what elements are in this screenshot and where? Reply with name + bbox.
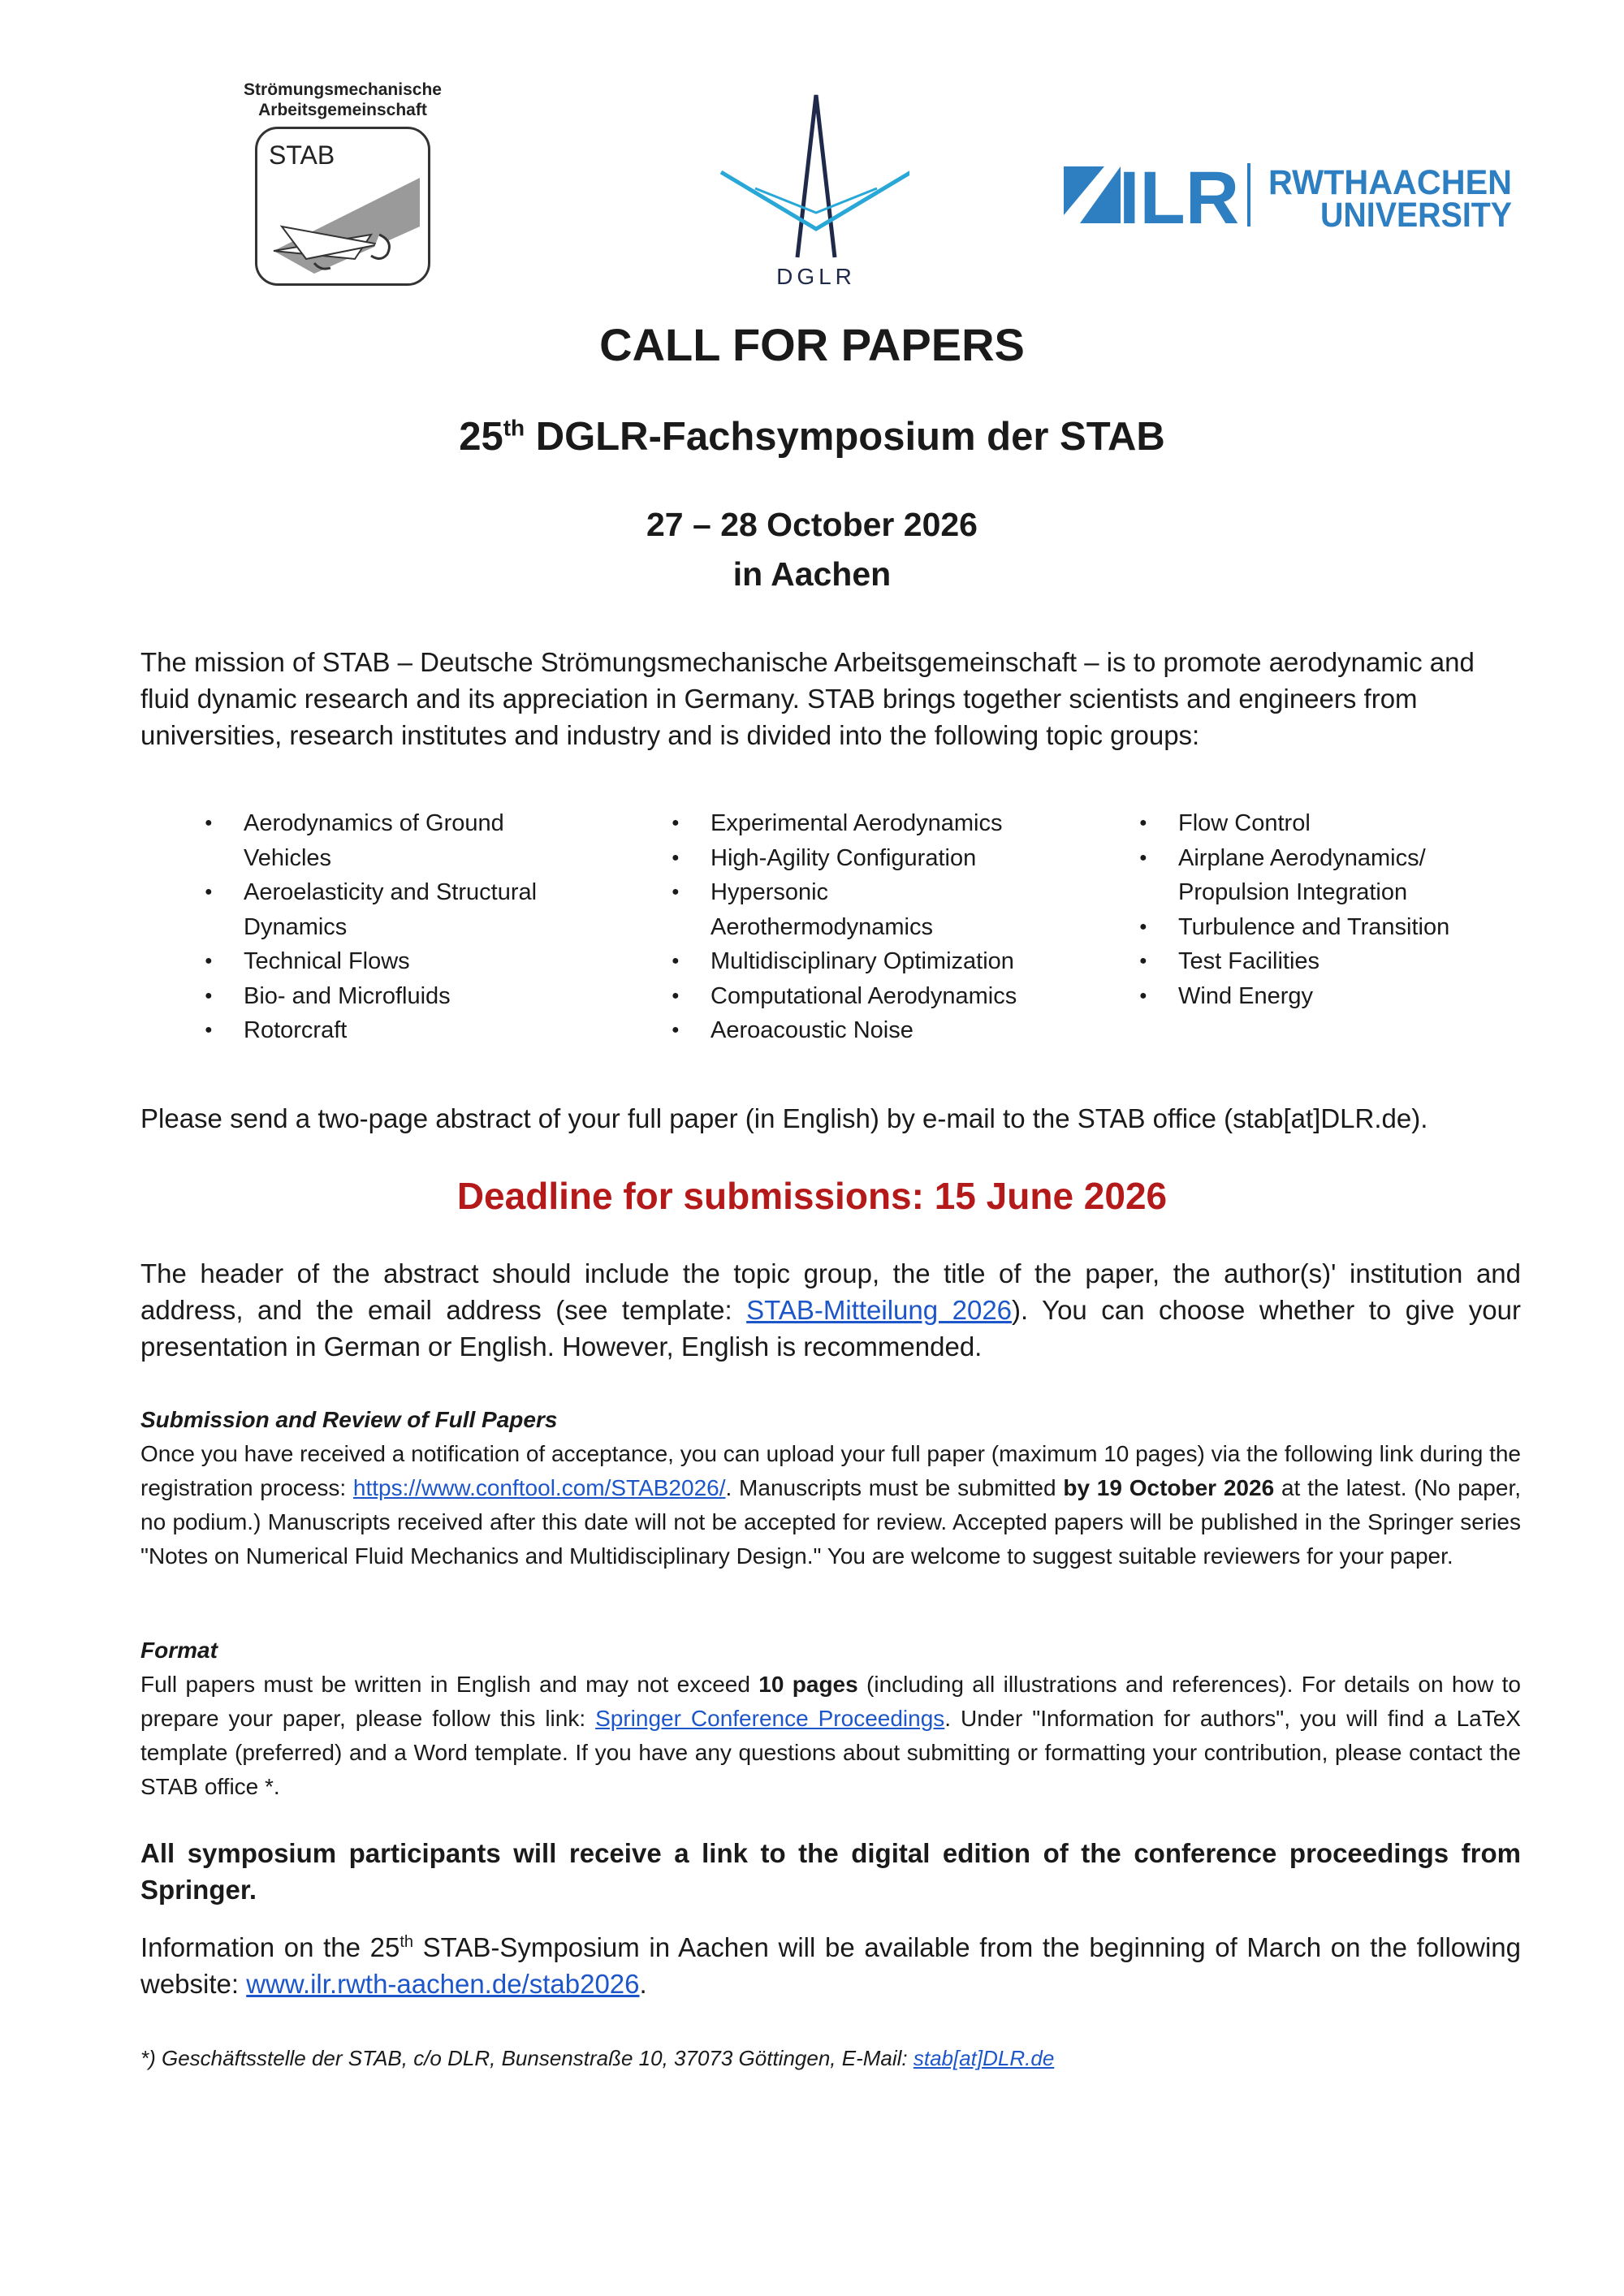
format-text-2: (including all illustrations and references). For details on how to prepare your paper, please follow this link: <box>140 1672 1521 1731</box>
topic-item: ● Rotorcraft <box>244 1013 585 1048</box>
topic-item: ● Multidisciplinary Optimization <box>710 944 1133 979</box>
topic-item: ● Flow Control <box>1178 806 1560 841</box>
rwth-logo-line1: RWTHAACHEN <box>1268 163 1512 202</box>
topic-item: ● Wind Energy <box>1178 979 1560 1014</box>
dglr-logo <box>715 91 909 286</box>
format-page-limit: 10 pages <box>758 1672 858 1697</box>
stab-caption <box>229 80 456 120</box>
page-title: CALL FOR PAPERS <box>599 319 1025 370</box>
submission-text-3: at the latest. (No paper, no podium.) Manuscripts received after this date will not be accepted for review. Accepted papers will be published in the Springer series "Notes on Numerical Fluid Mechanics and Multidisciplinary Design." You are welcome to suggest suitable reviewers for your paper. <box>140 1475 1522 1569</box>
stab-emblem-label: STAB <box>269 140 335 170</box>
topics-column-2 <box>710 806 1133 1048</box>
submission-deadline: by 19 October 2026 <box>1063 1475 1275 1500</box>
header-info-before: The header of the abstract should include the topic group, the title of the paper, the author(s)' institution and address, and the email address (see template: <box>140 1258 1521 1325</box>
stab-caption-line1: Strömungsmechanische <box>244 80 442 99</box>
conftool-link[interactable]: https://www.conftool.com/STAB2026/ <box>352 1475 726 1500</box>
topic-item: ● Aerodynamics of Ground Vehicles <box>244 806 585 875</box>
intro-paragraph: The mission of STAB – Deutsche Strömungsmechanische Arbeitsgemeinschaft – is to promote aerodynamic and fluid dynamic research and its appreciation in Germany. STAB brings together scientists and engineers from universities, research institutes and industry and is divided into the following topic groups: <box>140 647 1475 750</box>
footnote-email-link[interactable]: stab[at]DLR.de <box>913 2046 1055 2070</box>
topic-item: ● Airplane Aerodynamics/ Propulsion Integration <box>1178 841 1471 910</box>
topic-item: ● Test Facilities <box>1178 944 1560 979</box>
topic-item: ● High-Agility Configuration <box>710 841 1133 876</box>
ilr-logo-text: ILR <box>1119 158 1240 231</box>
ilr-rwth-logo <box>1064 158 1518 231</box>
topic-item: ● Turbulence and Transition <box>1178 910 1560 945</box>
topics-column-3 <box>1178 806 1560 1013</box>
format-text-3: . Under "Information for authors", you will find a LaTeX template (preferred) and a Word template. If you have any questions about submitting or formatting your contribution, please contact the STAB office *. <box>140 1706 1521 1799</box>
info-middle: STAB-Symposium in Aachen will be available from the beginning of March on the following website: <box>140 1932 1522 1999</box>
info-after: . <box>639 1969 647 1999</box>
symposium-subtitle <box>0 414 1624 460</box>
submission-section <box>140 1403 1521 1573</box>
topic-item: ● Technical Flows <box>244 944 585 979</box>
stab-emblem <box>255 127 430 286</box>
symposium-website-link[interactable]: www.ilr.rwth-aachen.de/stab2026 <box>246 1969 640 1999</box>
format-section <box>140 1634 1521 1804</box>
topic-item: ● Aeroelasticity and Structural Dynamics <box>244 875 585 944</box>
topic-item: ● Bio- and Microfluids <box>244 979 585 1014</box>
topic-item: ● Computational Aerodynamics <box>710 979 1133 1014</box>
format-paragraph <box>140 1668 1521 1804</box>
submission-paragraph <box>140 1437 1521 1573</box>
topics-column-1 <box>244 806 585 1048</box>
footnote <box>140 2046 1521 2071</box>
abstract-header-paragraph <box>140 1255 1521 1365</box>
rwth-logo-line2: UNIVERSITY <box>1320 196 1512 231</box>
subtitle-number: 25 <box>459 415 503 459</box>
subtitle-text: DGLR-Fachsymposium der STAB <box>525 415 1165 459</box>
ilr-rwth-logo-graphic <box>1064 158 1518 231</box>
subtitle-ordinal: th <box>503 415 525 441</box>
website-info-paragraph <box>140 1924 1521 2002</box>
header-info-after: ). You can choose whether to give your presentation in German or English. However, English is recommended. <box>140 1295 1522 1362</box>
event-date: 27 – 28 October 2026 <box>646 506 978 543</box>
stab-logo <box>229 80 456 286</box>
deadline-banner: Deadline for submissions: 15 June 2026 <box>456 1175 1168 1217</box>
topic-item: ● Experimental Aerodynamics <box>710 806 1133 841</box>
submission-text-2: . Manuscripts must be submitted <box>725 1475 1064 1500</box>
footnote-text: *) Geschäftsstelle der STAB, c/o DLR, Bunsenstraße 10, 37073 Göttingen, E-Mail: <box>140 2046 914 2070</box>
info-before: Information on the 25 <box>140 1932 400 1962</box>
topic-item: ● Hypersonic Aerothermodynamics <box>710 875 978 944</box>
info-ordinal: th <box>400 1933 414 1951</box>
submission-heading: Submission and Review of Full Papers <box>140 1407 558 1432</box>
springer-link[interactable]: Springer Conference Proceedings <box>595 1706 945 1731</box>
template-link[interactable]: STAB-Mitteilung 2026 <box>746 1295 1013 1325</box>
stab-caption-line2: Arbeitsgemeinschaft <box>258 101 427 119</box>
abstract-request: Please send a two-page abstract of your full paper (in English) by e-mail to the STAB office (stab[at]DLR.de). <box>140 1103 1428 1133</box>
format-text-1: Full papers must be written in English and may not exceed <box>140 1672 759 1697</box>
dglr-logo-text: DGLR <box>776 264 856 286</box>
proceedings-note: All symposium participants will receive a link to the digital edition of the conference proceedings from Springer. <box>140 1838 1521 1905</box>
topic-item: ● Aeroacoustic Noise <box>710 1013 1133 1048</box>
submission-text-1: Once you have received a notification of acceptance, you can upload your full paper (maximum 10 pages) via the following link during the registration process: <box>140 1441 1521 1500</box>
format-heading: Format <box>140 1638 218 1663</box>
event-location: in Aachen <box>732 555 892 593</box>
